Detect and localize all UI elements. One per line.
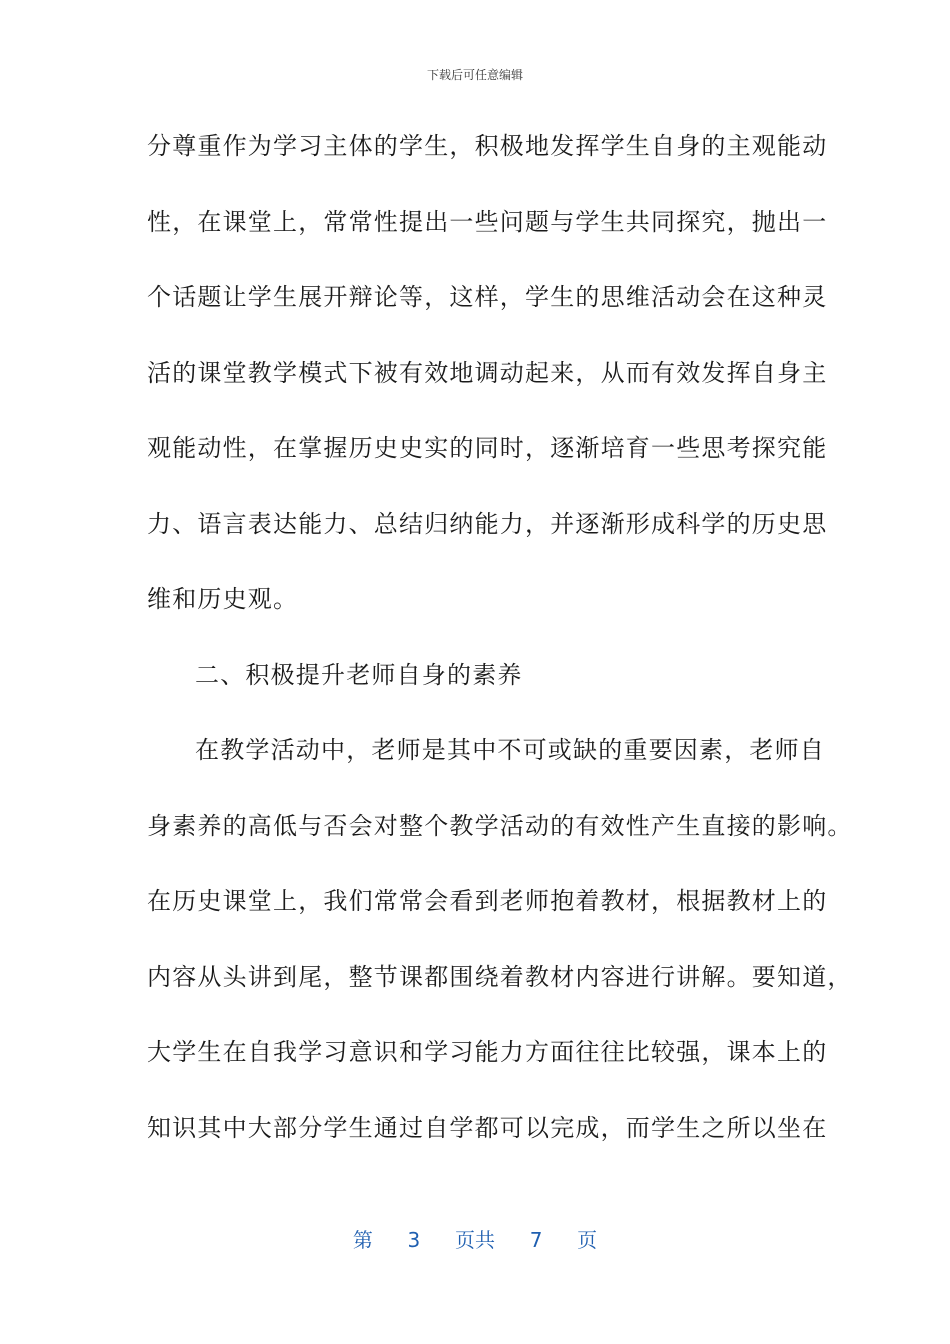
body-line: 大学生在自我学习意识和学习能力方面往往比较强，课本上的 [147,1038,828,1066]
body-line: 身素养的高低与否会对整个教学活动的有效性产生直接的影响。 [147,811,853,840]
body-line: 活的课堂教学模式下被有效地调动起来，从而有效发挥自身主 [147,358,828,387]
page-number-footer [0,1224,950,1253]
body-line: 力、语言表达能力、总结归纳能力，并逐渐形成科学的历史思 [147,509,828,538]
body-line: 个话题让学生展开辩论等，这样，学生的思维活动会在这种灵 [147,283,828,311]
page-suffix: 页 [577,1228,598,1252]
page-mid: 页共 [455,1228,495,1252]
body-line: 性，在课堂上，常常性提出一些问题与学生共同探究，抛出一 [147,207,828,236]
paragraph-first-line: 在教学活动中，老师是其中不可或缺的重要因素，老师自 [195,736,825,764]
total-pages-number: 7 [529,1228,543,1252]
current-page-number: 3 [407,1228,421,1252]
body-line: 在历史课堂上，我们常常会看到老师抱着教材，根据教材上的 [147,887,828,915]
body-text [147,122,853,1179]
page-prefix: 第 [352,1228,373,1252]
body-line: 维和历史观。 [147,585,299,613]
body-line: 内容从头讲到尾，整节课都围绕着教材内容进行讲解。要知道， [147,962,853,991]
section-heading: 二、积极提升老师自身的素养 [195,660,523,689]
body-line: 分尊重作为学习主体的学生，积极地发挥学生自身的主观能动 [147,132,828,160]
header-note: 下载后可任意编辑 [426,68,523,82]
body-line: 知识其中大部分学生通过自学都可以完成，而学生之所以坐在 [147,1113,828,1142]
body-line: 观能动性，在掌握历史史实的同时，逐渐培育一些思考探究能 [147,434,828,462]
